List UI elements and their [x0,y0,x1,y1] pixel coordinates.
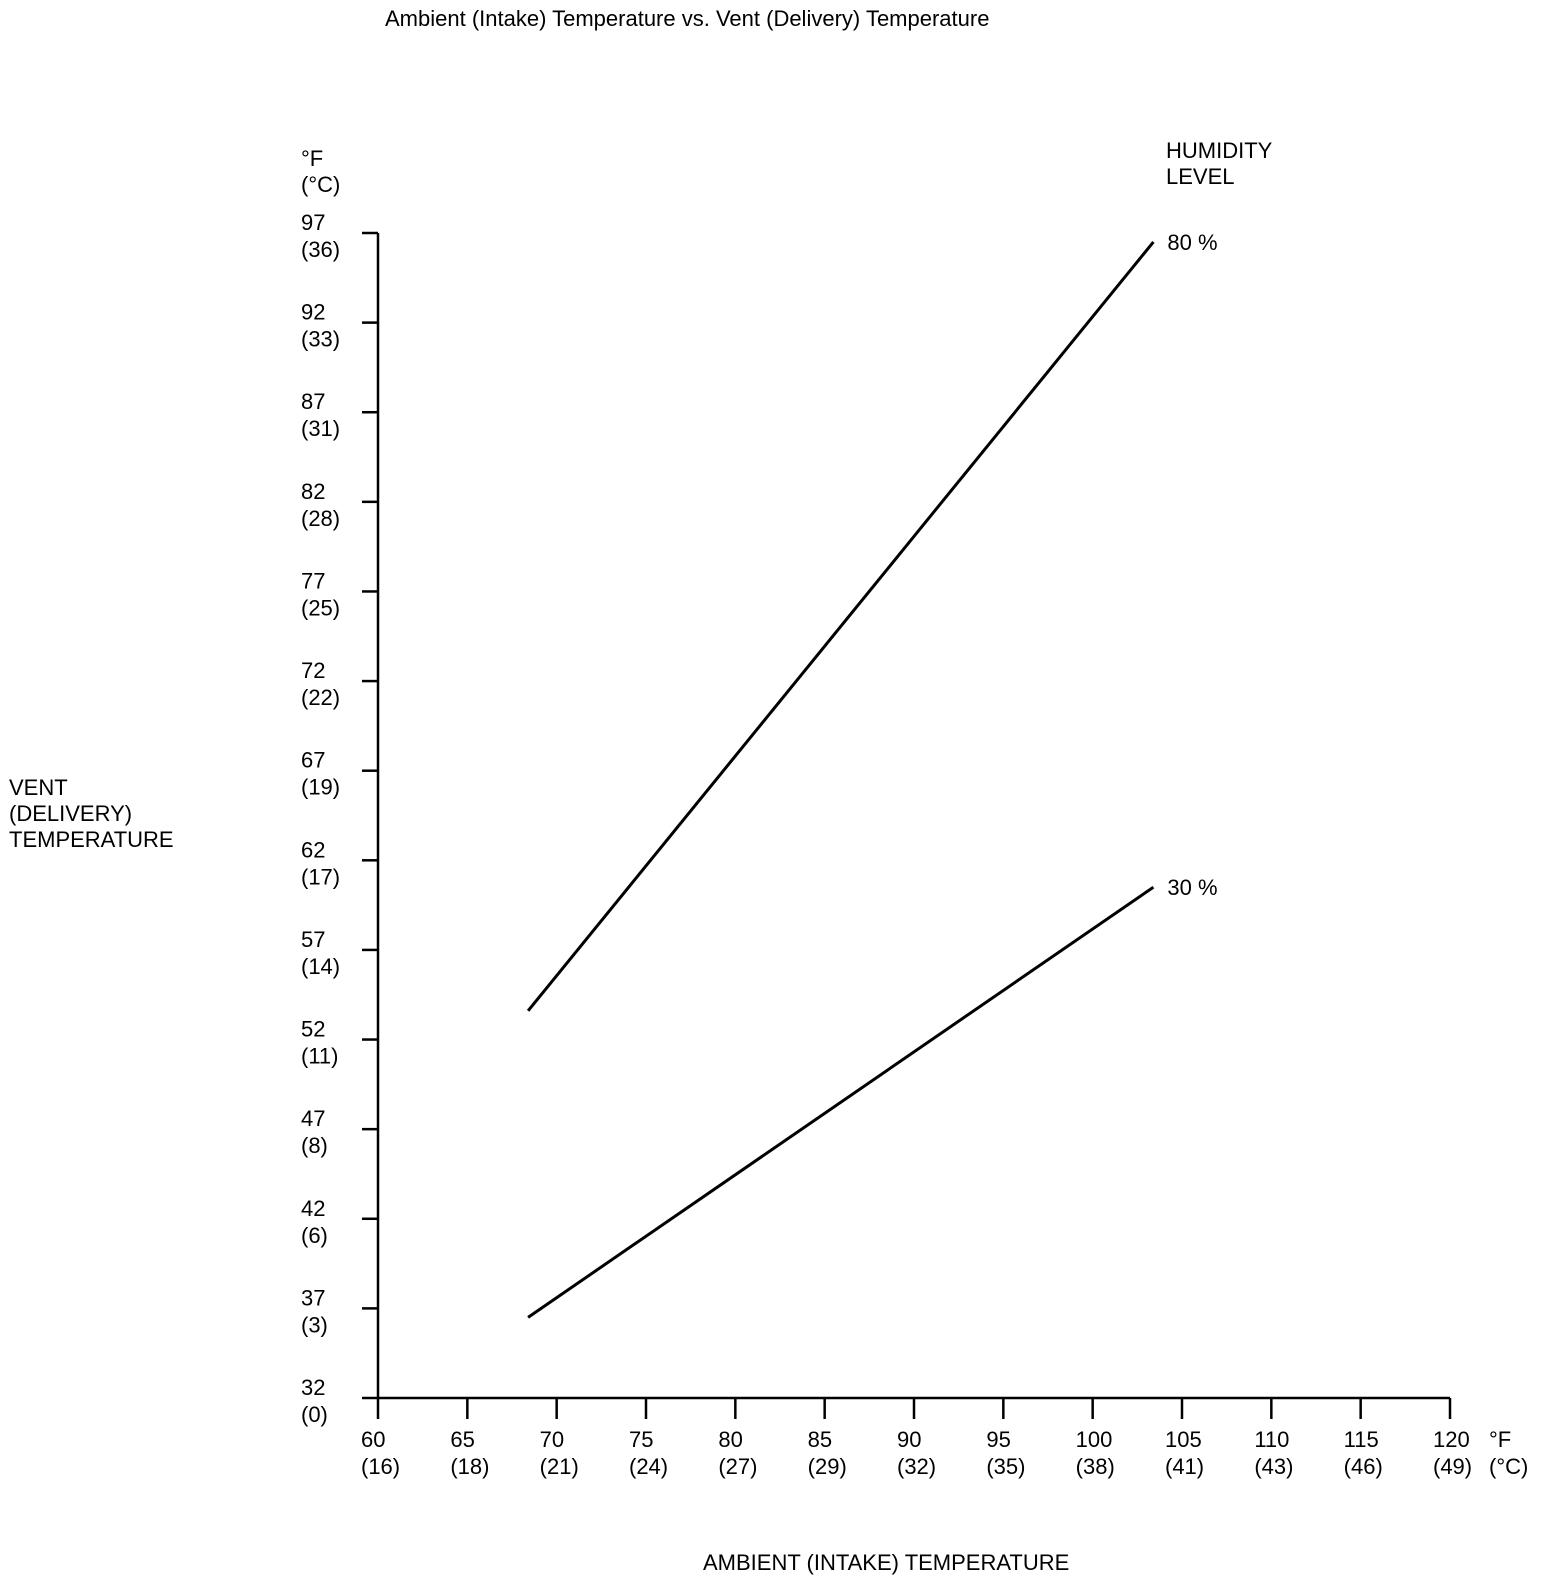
series-line-30 [528,887,1153,1317]
y-tick-label-37: 37 [301,1285,326,1311]
x-tick-label-c-105: (41) [1165,1454,1205,1479]
y-axis-label-line-3: TEMPERATURE [9,827,174,852]
y-tick-label-c-77: (25) [301,595,341,621]
x-tick-label-c-90: (32) [897,1454,937,1479]
x-tick-label-60: 60 [361,1427,386,1452]
chart-title: Ambient (Intake) Temperature vs. Vent (Delivery) Temperature [385,6,990,31]
x-tick-label-c-80: (27) [718,1454,758,1479]
y-tick-label-72: 72 [301,658,326,684]
x-tick-label-c-95: (35) [986,1454,1026,1479]
x-tick-label-c-70: (21) [539,1454,579,1479]
y-tick-label-67: 67 [301,747,326,773]
y-tick-label-c-97: (36) [301,237,341,262]
y-tick-label-97: 97 [301,210,326,235]
x-axis-unit-c: (°C) [1489,1454,1529,1479]
x-tick-label-65: 65 [450,1427,475,1452]
x-tick-label-80: 80 [718,1427,743,1452]
x-axis-label: AMBIENT (INTAKE) TEMPERATURE [703,1550,1070,1575]
legend-title-line-1: HUMIDITY [1166,138,1273,163]
x-tick-label-85: 85 [807,1427,833,1452]
x-tick-label-c-110: (43) [1254,1454,1294,1479]
y-tick-label-82: 82 [301,478,326,504]
y-tick-label-92: 92 [301,299,326,325]
y-axis-unit-f: °F [301,146,324,171]
x-tick-label-90: 90 [897,1427,922,1452]
y-axis-label-line-2: (DELIVERY) [9,801,133,826]
x-tick-label-70: 70 [539,1427,565,1452]
x-tick-label-75: 75 [629,1427,654,1452]
y-tick-label-c-52: (11) [301,1043,339,1069]
y-tick-label-42: 42 [301,1195,326,1221]
x-tick-label-105: 105 [1165,1427,1202,1452]
y-tick-label-c-62: (17) [301,864,341,890]
y-tick-label-c-37: (3) [301,1312,328,1338]
x-tick-label-c-65: (18) [450,1454,490,1479]
y-tick-label-c-87: (31) [301,416,341,442]
x-tick-label-c-120: (49) [1433,1454,1473,1479]
series-label-80: 80 % [1167,229,1218,255]
x-tick-label-c-100: (38) [1075,1454,1115,1479]
x-tick-label-c-85: (29) [807,1454,847,1479]
y-tick-label-87: 87 [301,389,326,415]
y-tick-label-c-42: (6) [301,1222,328,1248]
x-tick-label-c-60: (16) [361,1454,401,1479]
y-tick-label-c-47: (8) [301,1133,328,1159]
y-tick-label-47: 47 [301,1106,326,1132]
x-tick-label-115: 115 [1343,1427,1379,1452]
x-tick-label-c-75: (24) [629,1454,669,1479]
y-axis-label-line-1: VENT [9,775,68,800]
y-axis-unit-c: (°C) [301,172,341,197]
y-tick-label-c-57: (14) [301,953,341,979]
y-tick-label-c-72: (22) [301,685,341,711]
y-tick-label-c-67: (19) [301,774,341,800]
x-axis-unit-f: °F [1489,1427,1512,1452]
y-tick-label-c-82: (28) [301,505,341,531]
y-tick-label-52: 52 [301,1016,326,1042]
legend-title-line-2: LEVEL [1166,164,1235,189]
y-tick-label-77: 77 [301,568,326,594]
x-tick-label-c-115: (46) [1343,1454,1383,1479]
x-ticks [361,1398,1472,1479]
x-tick-label-100: 100 [1075,1427,1113,1452]
y-tick-label-57: 57 [301,926,326,952]
series-line-80 [528,242,1153,1011]
series-label-30: 30 % [1167,875,1218,901]
y-tick-label-c-32: (0) [301,1402,328,1427]
series-layer [528,230,1217,1317]
x-tick-label-110: 110 [1254,1427,1290,1452]
x-tick-label-95: 95 [986,1427,1011,1452]
y-tick-label-32: 32 [301,1375,326,1400]
y-tick-label-c-92: (33) [301,326,341,352]
x-tick-label-120: 120 [1433,1427,1470,1452]
y-tick-label-62: 62 [301,837,326,863]
y-ticks [301,210,378,1427]
